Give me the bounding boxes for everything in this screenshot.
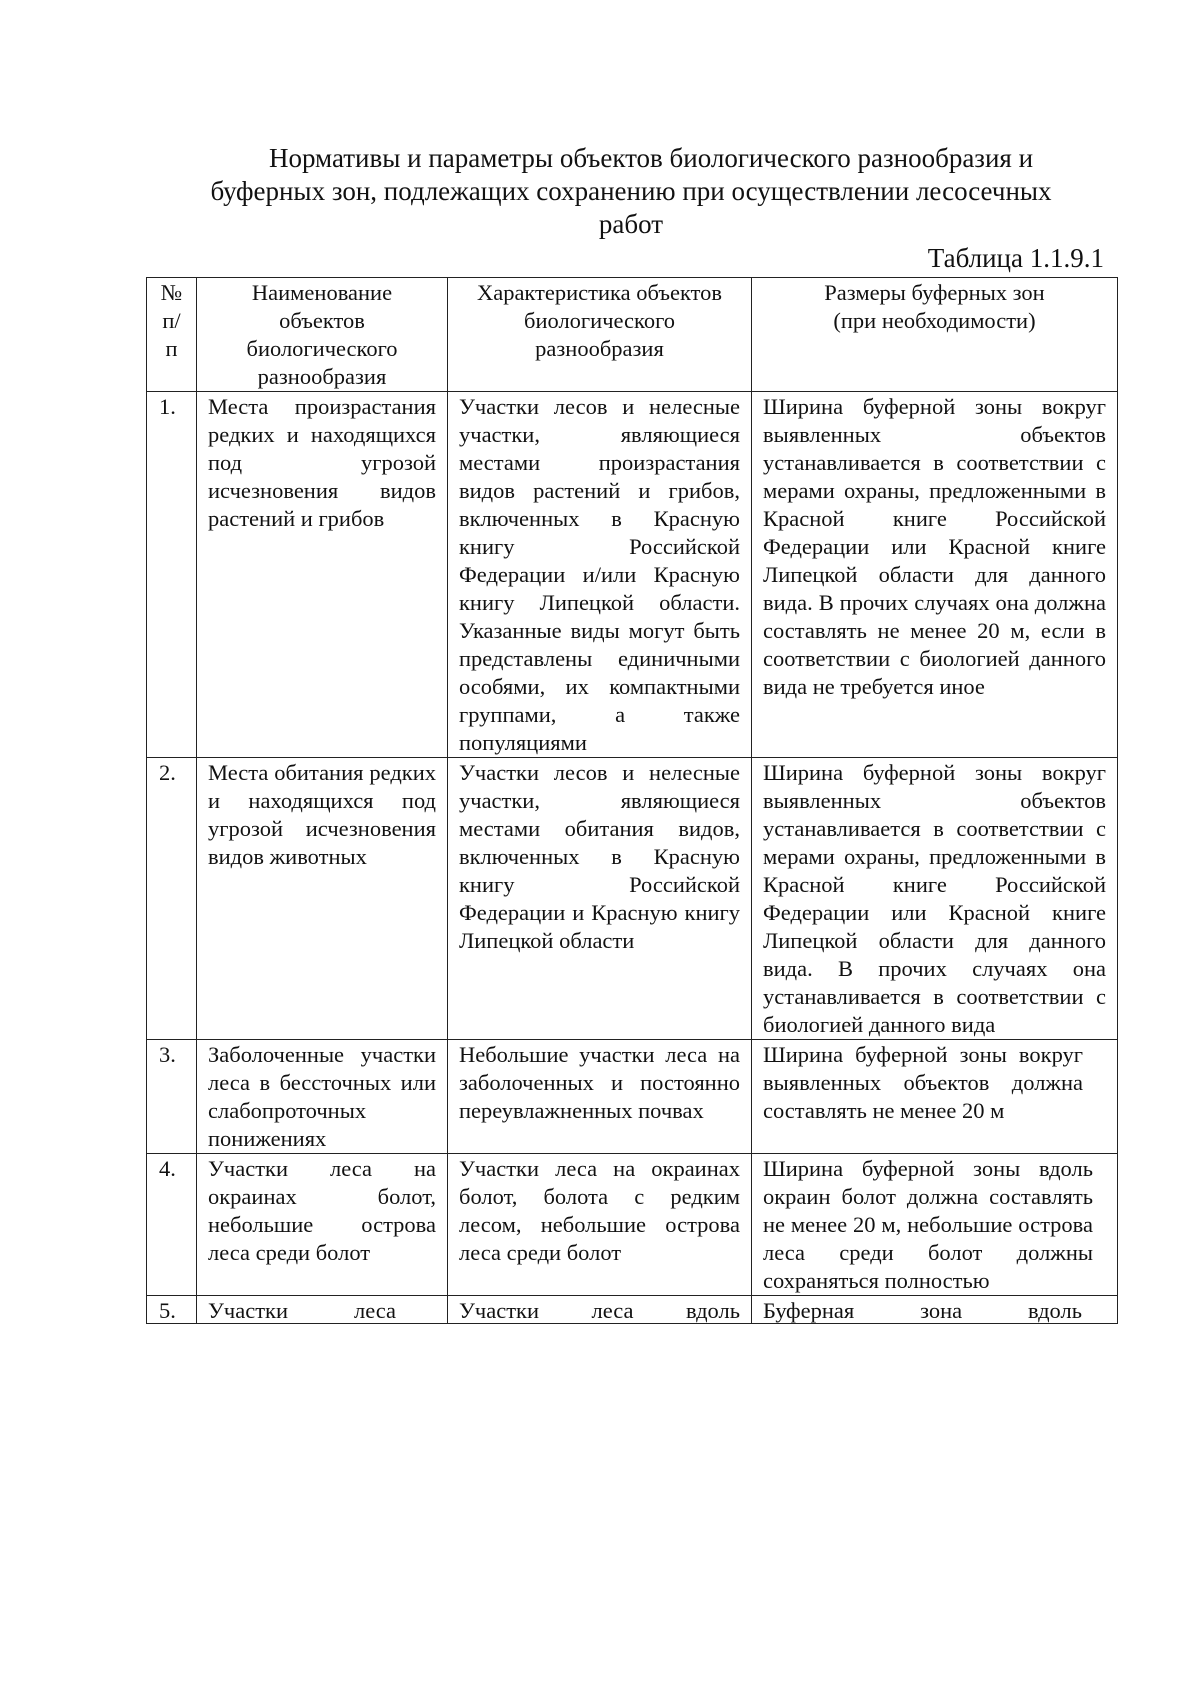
characteristic-cell: Небольшие участки леса на заболоченных и постоянно переувлажненных почвах xyxy=(448,1040,752,1154)
row-number: 3. xyxy=(147,1040,197,1154)
characteristic-cell: Участки лесов и нелесные участки, являющиеся местами произрастания видов растений и грибов, включенных в Красную книгу Российской Федерации и/или Красную книгу Липецкой области. Указанные виды могут быть представлены единичными особями, их компактными группами, а также популяциями xyxy=(448,392,752,758)
title-line-2: буферных зон, подлежащих сохранению при осуществлении лесосечных xyxy=(210,176,1052,206)
table-row xyxy=(147,392,1118,758)
row-number: 4. xyxy=(147,1154,197,1296)
row-number: 5. xyxy=(147,1296,197,1324)
object-name-cell: Участки леса xyxy=(197,1296,448,1324)
characteristic-cell: Участки леса на окраинах болот, болота с редким лесом, небольшие острова леса среди болот xyxy=(448,1154,752,1296)
table-row xyxy=(147,1296,1118,1324)
header-characteristic: Характеристика объектов биологического разнообразия xyxy=(448,278,752,392)
table-label: Таблица 1.1.9.1 xyxy=(927,243,1104,273)
table-row xyxy=(147,1154,1118,1296)
buffer-zone-cell: Ширина буферной зоны вокруг выявленных объектов должна составлять не менее 20 м xyxy=(752,1040,1118,1154)
buffer-zone-cell: Ширина буферной зоны вокруг выявленных объектов устанавливается в соответствии с мерами охраны, предложенными в Красной книге Российской Федерации или Красной книге Липецкой области для данного вида. В прочих случаях она должна составлять не менее 20 м, если в соответствии с биологией данного вида не требуется иное xyxy=(752,392,1118,758)
characteristic-cell: Участки леса вдоль xyxy=(448,1296,752,1324)
row-number: 1. xyxy=(147,392,197,758)
buffer-zone-cell: Буферная зона вдоль xyxy=(752,1296,1118,1324)
header-object-name: Наименование объектов биологического разнообразия xyxy=(197,278,448,392)
row-number: 2. xyxy=(147,758,197,1040)
biodiversity-table xyxy=(146,277,1118,1324)
title-line-3: работ xyxy=(598,209,664,239)
buffer-zone-cell: Ширина буферной зоны вдоль окраин болот должна составлять не менее 20 м, небольшие острова леса среди болот должны сохраняться полностью xyxy=(752,1154,1118,1296)
object-name-cell: Места обитания редких и находящихся под угрозой исчезновения видов животных xyxy=(197,758,448,1040)
table-header-row xyxy=(147,278,1118,392)
object-name-cell: Места произрастания редких и находящихся под угрозой исчезновения видов растений и грибов xyxy=(197,392,448,758)
characteristic-cell: Участки лесов и нелесные участки, являющиеся местами обитания видов, включенных в Красную книгу Российской Федерации и Красную книгу Липецкой области xyxy=(448,758,752,1040)
title-line-1: Нормативы и параметры объектов биологического разнообразия и xyxy=(268,143,1034,173)
object-name-cell: Заболоченные участки леса в бессточных или слабопроточных понижениях xyxy=(197,1040,448,1154)
buffer-zone-cell: Ширина буферной зоны вокруг выявленных объектов устанавливается в соответствии с мерами охраны, предложенными в Красной книге Российской Федерации или Красной книге Липецкой области для данного вида. В прочих случаях она устанавливается в соответствии с биологией данного вида xyxy=(752,758,1118,1040)
object-name-cell: Участки леса на окраинах болот, небольшие острова леса среди болот xyxy=(197,1154,448,1296)
header-number: № п/п xyxy=(147,278,197,392)
document-title xyxy=(188,142,1074,241)
table-row xyxy=(147,758,1118,1040)
header-buffer-size: Размеры буферных зон (при необходимости) xyxy=(752,278,1118,392)
table-row xyxy=(147,1040,1118,1154)
